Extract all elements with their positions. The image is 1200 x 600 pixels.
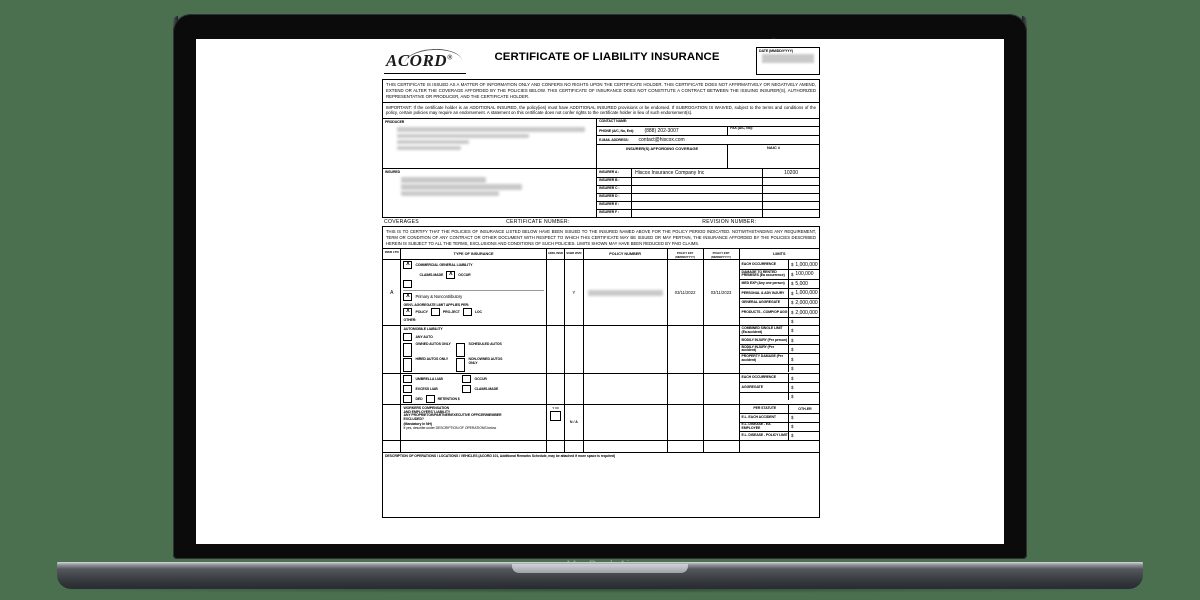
dollar-sign-icon: $: [790, 281, 794, 287]
phone-value: (888) 202-3007: [644, 128, 679, 135]
dollar-sign-icon: $: [790, 262, 794, 268]
auto-type-cell[interactable]: [401, 325, 546, 373]
header-type-of-insurance: TYPE OF INSURANCE: [401, 249, 546, 260]
umbrella-policy-eff[interactable]: [667, 373, 703, 404]
dollar-sign-icon: $: [790, 310, 794, 316]
dollar-sign-icon: $: [790, 393, 794, 399]
wc-per-statute: PER STATUTE: [753, 406, 777, 411]
auto-scheduled-label: SCHEDULED AUTOS: [468, 341, 502, 346]
umbrella-limit-row: [740, 393, 819, 400]
gl-addl-insd[interactable]: [546, 260, 564, 326]
wc-type-cell[interactable]: [401, 404, 546, 440]
blank-addl-insd[interactable]: [546, 440, 564, 452]
general-liability-row: [383, 260, 820, 326]
wc-question: ANY PROPRIETOR/PARTNER/EXECUTIVE OFFICER/MEMBER EXCLUDED?: [403, 412, 502, 421]
header-insr-ltr: INSR LTR: [383, 249, 401, 260]
gl-limit-name: GENERAL AGGREGATE: [741, 300, 781, 305]
umbrella-limits-cell: [739, 373, 819, 404]
insured-value-redacted: [401, 177, 486, 183]
producer-value-redacted: [397, 134, 529, 138]
gl-subr-wvd[interactable]: Y: [565, 260, 583, 326]
auto-title: AUTOMOBILE LIABILITY: [403, 326, 443, 331]
dollar-sign-icon: $: [790, 290, 794, 296]
blank-type-cell[interactable]: [401, 440, 546, 452]
wc-limit-name: E.L. EACH ACCIDENT: [741, 415, 776, 420]
fax-label: FAX (A/C, No):: [730, 126, 753, 131]
wc-limit-value-wrap[interactable]: [788, 432, 819, 440]
insurer-e-label: [597, 202, 632, 210]
blank-policy-number[interactable]: [583, 440, 667, 452]
auto-any-auto-checkbox[interactable]: [403, 333, 412, 341]
wc-yn-checkbox[interactable]: [550, 411, 561, 421]
blank-insr-ltr[interactable]: [383, 440, 401, 452]
gl-limit-row: [740, 260, 819, 270]
dollar-sign-icon: $: [790, 300, 794, 306]
wc-insr-ltr[interactable]: [383, 404, 401, 440]
wc-limit-value-wrap[interactable]: [788, 423, 819, 431]
auto-policy-eff[interactable]: [667, 325, 703, 373]
umbrella-limit-value-wrap[interactable]: [788, 374, 819, 383]
auto-limit-name: BODILY INJURY (Per person): [741, 337, 787, 342]
insurer-b-naic[interactable]: [763, 178, 820, 186]
gl-type-cell[interactable]: [401, 260, 546, 326]
insurer-f-name[interactable]: [632, 210, 763, 218]
auto-limit-row: [740, 326, 819, 337]
gl-limit-name: PERSONAL & ADV INJURY: [741, 290, 785, 295]
umbrella-type-cell[interactable]: [401, 373, 546, 404]
dollar-sign-icon: $: [790, 328, 794, 334]
blank-policy-row: [383, 440, 820, 452]
dollar-sign-icon: $: [790, 424, 794, 430]
gl-limit-value-wrap: [788, 318, 819, 325]
date-field[interactable]: [756, 47, 820, 75]
insurer-label-text: INSURER F :: [599, 210, 620, 215]
email-label: E-MAIL ADDRESS:: [599, 137, 629, 142]
umbrella-retention-label: RETENTION $: [437, 396, 460, 401]
insurer-label-text: INSURER A :: [599, 170, 620, 175]
auto-scheduled-checkbox[interactable]: [456, 343, 465, 357]
coverages-bar: [382, 218, 820, 226]
gl-occur-checkbox[interactable]: X: [446, 271, 455, 279]
gl-limit-row: [740, 289, 819, 299]
umbrella-retention-checkbox[interactable]: [426, 395, 435, 403]
header-policy-eff: POLICY EFF (MM/DD/YYYY): [667, 249, 703, 260]
gl-primary-checkbox[interactable]: X: [403, 293, 412, 301]
dollar-sign-icon: $: [790, 365, 794, 371]
insurer-c-naic[interactable]: [763, 186, 820, 194]
auto-limit-name: COMBINED SINGLE LIMIT (Ea accident): [741, 325, 783, 334]
blank-policy-eff[interactable]: [667, 440, 703, 452]
wc-other: OTH-ER: [788, 405, 819, 413]
insured-value-redacted: [401, 184, 522, 190]
gl-loc-checkbox[interactable]: [463, 308, 472, 316]
gl-policy-exp[interactable]: 03/11/2023: [703, 260, 739, 326]
umbrella-limit-value-wrap[interactable]: [788, 393, 819, 400]
gl-limit-name: EACH OCCURRENCE: [741, 261, 777, 266]
auto-liability-row: [383, 325, 820, 373]
email-value: contact@hiscox.com: [638, 137, 685, 144]
gl-limit-value-wrap: [788, 270, 819, 279]
naic-header: NAIC #: [728, 145, 820, 169]
dollar-sign-icon: $: [790, 375, 794, 381]
gl-policy-eff[interactable]: 03/11/2022: [667, 260, 703, 326]
insurer-label-text: INSURER B :: [599, 178, 620, 183]
insured-value-redacted: [401, 191, 499, 196]
umbrella-limit-row: [740, 374, 819, 384]
dollar-sign-icon: $: [790, 385, 794, 391]
dollar-sign-icon: $: [790, 337, 794, 343]
auto-limits-cell: [739, 325, 819, 373]
wc-policy-exp[interactable]: [703, 404, 739, 440]
insured-label: INSURED: [385, 170, 401, 175]
insurers-table: [382, 168, 820, 218]
disclaimer-paragraph-1: THIS CERTIFICATE IS ISSUED AS A MATTER OF INFORMATION ONLY AND CONFERS NO RIGHTS UPON THE CERTIFICATE HOLDER. THIS CERTIFICATE DOES NOT AFFIRMATIVELY OR NEGATIVELY AMEND, EXTEND OR ALTER THE COVERAGE AFFORDED BY THE POLICIES BELOW. THIS CERTIFICATE OF INSURANCE DOES NOT CONSTITUTE A CONTRACT BETWEEN THE ISSUING INSURER(S), AUTHORIZED REPRESENTATIVE OR PRODUCER, AND THE CERTIFICATE HOLDER.: [382, 79, 820, 102]
auto-policy-number[interactable]: [583, 325, 667, 373]
auto-owned-label: OWNED AUTOS ONLY: [415, 341, 451, 346]
insured-cell[interactable]: [383, 169, 597, 218]
umbrella-liab-label: UMBRELLA LIAB: [415, 376, 443, 381]
insurer-f-naic[interactable]: [763, 210, 820, 218]
insurer-c-label: [597, 186, 632, 194]
header-policy-number: POLICY NUMBER: [583, 249, 667, 260]
gl-limit-value: 2,000,000: [795, 299, 818, 306]
producer-value-redacted: [397, 140, 469, 144]
gl-policy-label: POLICY: [415, 310, 428, 315]
auto-hired-label: HIRED AUTOS ONLY: [415, 356, 449, 361]
contact-name-label: CONTACT NAME:: [599, 118, 628, 123]
description-of-operations[interactable]: [382, 453, 820, 518]
header-addl-insd: ADDL INSD: [546, 249, 564, 260]
auto-limit-value-wrap[interactable]: [788, 326, 819, 336]
auto-insr-ltr[interactable]: [383, 325, 401, 373]
wc-limits-cell: [739, 404, 819, 440]
gl-occur-label: OCCUR: [458, 273, 471, 278]
dollar-sign-icon: $: [790, 433, 794, 439]
producer-value-redacted: [397, 127, 585, 132]
registered-mark-icon: ®: [447, 53, 453, 62]
gl-limit-value: 5,000: [795, 280, 808, 287]
producer-value-redacted: [397, 146, 461, 150]
dollar-sign-icon: $: [790, 415, 794, 421]
gl-limit-value: 1,000,000: [795, 261, 818, 268]
umbrella-liab-checkbox[interactable]: [403, 375, 412, 383]
gl-insr-ltr: A: [383, 260, 401, 326]
gl-claims-made-label: CLAIMS-MADE: [419, 273, 444, 278]
fax-cell[interactable]: [728, 127, 820, 136]
acord-document[interactable]: [196, 39, 1004, 544]
auto-limit-value-wrap[interactable]: [788, 354, 819, 364]
insurer-e-name[interactable]: [632, 202, 763, 210]
auto-subr-wvd[interactable]: [565, 325, 583, 373]
gl-limit-value-wrap: [788, 260, 819, 269]
laptop-screen[interactable]: [196, 39, 1004, 544]
gl-limits-cell: [739, 260, 819, 326]
wc-limit-row: [740, 423, 819, 432]
workers-comp-row: [383, 404, 820, 440]
insurer-b-label: [597, 178, 632, 186]
description-label: DESCRIPTION OF OPERATIONS / LOCATIONS / VEHICLES (ACORD 101, Additional Remarks Schedule, may be attached if more space is required): [385, 453, 616, 458]
wc-limit-name: E.L. DISEASE - POLICY LIMIT: [741, 433, 788, 438]
wc-title-2: AND EMPLOYERS' LIABILITY: [403, 409, 451, 414]
insurer-a-label: [597, 169, 632, 178]
umbrella-row: [383, 373, 820, 404]
gl-limit-row: [740, 270, 819, 280]
wc-policy-number[interactable]: [583, 404, 667, 440]
insurers-affording-header: INSURER(S) AFFORDING COVERAGE: [597, 145, 728, 169]
gl-limit-value-wrap: [788, 299, 819, 308]
document-page: [382, 45, 820, 538]
gl-limit-name: DAMAGE TO RENTED PREMISES (Ea occurrence): [741, 269, 785, 278]
header-policy-exp: POLICY EXP (MM/DD/YYYY): [703, 249, 739, 260]
certificate-number-label: CERTIFICATE NUMBER:: [506, 219, 570, 226]
umbrella-occur-checkbox[interactable]: [462, 375, 471, 383]
header-limits: LIMITS: [739, 249, 819, 260]
page-title: CERTIFICATE OF LIABILITY INSURANCE: [494, 51, 720, 63]
insurer-a-name: Hiscox Insurance Company Inc: [632, 169, 763, 178]
blank-limits-cell[interactable]: [739, 440, 819, 452]
gl-limit-name: MED EXP (Any one person): [741, 280, 785, 285]
insurer-label-text: INSURER E :: [599, 202, 620, 207]
gl-limit-value-wrap: [788, 308, 819, 317]
gl-limit-name: PRODUCTS - COMP/OP AGG: [741, 309, 788, 314]
wc-yn-cell[interactable]: [546, 404, 564, 440]
insurer-d-label: [597, 194, 632, 202]
phone-cell[interactable]: [597, 127, 728, 136]
gl-project-label: PRO-JECT: [442, 309, 460, 314]
auto-nonowned-checkbox[interactable]: [456, 358, 465, 372]
umbrella-policy-exp[interactable]: [703, 373, 739, 404]
wc-mandatory: (Mandatory in NH): [403, 421, 432, 426]
wc-limit-name: E.L. DISEASE - EA EMPLOYEE: [741, 422, 771, 430]
umbrella-addl-insd[interactable]: [546, 373, 564, 404]
dollar-sign-icon: $: [790, 346, 794, 352]
auto-limit-value-wrap[interactable]: [788, 336, 819, 344]
gl-loc-label: LOC: [474, 310, 482, 315]
auto-limit-row: [740, 345, 819, 354]
umbrella-claims-made-checkbox[interactable]: [462, 385, 471, 393]
policy-table-header-row: [383, 249, 820, 260]
auto-limit-row: [740, 354, 819, 365]
auto-nonowned-label: NON-OWNED AUTOS ONLY: [468, 356, 503, 365]
auto-owned-checkbox[interactable]: [403, 343, 412, 357]
insurer-label-text: INSURER C :: [599, 186, 620, 191]
gl-policy-number[interactable]: [583, 260, 667, 326]
email-cell[interactable]: [597, 136, 820, 145]
auto-limit-name: BODILY INJURY (Per accident): [741, 344, 774, 353]
auto-addl-insd[interactable]: [546, 325, 564, 373]
producer-cell[interactable]: [383, 119, 597, 169]
gl-limit-value-wrap: [788, 280, 819, 289]
wc-policy-eff[interactable]: [667, 404, 703, 440]
coverages-label: COVERAGES: [384, 219, 419, 226]
disclaimer-paragraph-2: IMPORTANT: If the certificate holder is an ADDITIONAL INSURED, the policy(ies) must have ADDITIONAL INSURED provisions or be endorsed. If SUBROGATION IS WAIVED, subject to the terms and conditions of the policy, certain policies may require an endorsement. A statement on this certificate does not confer rights to the certificate holder in lieu of such endorsement(s).: [382, 102, 820, 120]
gl-other-label: OTHER:: [403, 318, 417, 323]
insured-and-insurer-a-row: [383, 169, 820, 178]
umbrella-subr-wvd[interactable]: [565, 373, 583, 404]
wc-statute-row: [740, 405, 819, 414]
insurer-a-naic: 10200: [763, 169, 820, 178]
acord-logo-text: ACORD: [386, 51, 448, 70]
excess-liab-label: EXCESS LIAB: [415, 386, 438, 391]
umbrella-policy-number[interactable]: [583, 373, 667, 404]
wc-limit-value-wrap[interactable]: [788, 414, 819, 422]
wc-limit-row: [740, 432, 819, 440]
laptop-base-notch: [512, 564, 688, 573]
insurer-d-naic[interactable]: [763, 194, 820, 202]
gl-commercial-checkbox[interactable]: X: [403, 261, 412, 269]
date-value-redacted: [762, 54, 814, 63]
wc-na[interactable]: N / A: [565, 404, 583, 440]
auto-limit-name: PROPERTY DAMAGE (Per accident): [741, 354, 784, 363]
contact-name-cell[interactable]: [597, 119, 820, 127]
phone-label: PHONE (A/C, No, Ext):: [599, 128, 634, 133]
auto-hired-checkbox[interactable]: [403, 358, 412, 372]
gl-limit-value: 100,000: [795, 271, 814, 278]
auto-limit-value-wrap[interactable]: [788, 345, 819, 353]
dollar-sign-icon: $: [790, 271, 794, 277]
umbrella-ded-checkbox[interactable]: [403, 395, 412, 403]
dollar-sign-icon: $: [790, 356, 794, 362]
auto-policy-exp[interactable]: [703, 325, 739, 373]
umbrella-claims-made-label: CLAIMS-MADE: [474, 386, 499, 391]
umbrella-limit-name: EACH OCCURRENCE: [741, 375, 777, 380]
date-label: DATE (MM/DD/YYYY): [759, 49, 793, 53]
excess-liab-checkbox[interactable]: [403, 385, 412, 393]
gl-limit-value-wrap: [788, 289, 819, 298]
policy-table: [382, 248, 820, 453]
gl-project-checkbox[interactable]: [431, 308, 440, 316]
auto-limit-row: [740, 365, 819, 372]
header-subr-wvd: SUBR WVD: [565, 249, 583, 260]
umbrella-occur-label: OCCUR: [474, 376, 487, 381]
wc-describe: If yes, describe under DESCRIPTION OF OPERATIONS below: [403, 425, 497, 430]
insurer-c-name[interactable]: [632, 186, 763, 194]
gl-policy-number-redacted: [588, 290, 663, 296]
blank-subr-wvd[interactable]: [565, 440, 583, 452]
insurer-f-label: [597, 210, 632, 218]
producer-contact-table: [382, 118, 820, 169]
insurer-d-name[interactable]: [632, 194, 763, 202]
auto-limit-value-wrap[interactable]: [788, 365, 819, 372]
umbrella-limit-value-wrap[interactable]: [788, 383, 819, 392]
blank-policy-exp[interactable]: [703, 440, 739, 452]
gl-blank-checkbox[interactable]: [403, 280, 412, 288]
insurer-e-naic[interactable]: [763, 202, 820, 210]
gl-aggregate-note: GEN'L AGGREGATE LIMIT APPLIES PER:: [403, 302, 469, 307]
gl-limit-row: [740, 299, 819, 309]
umbrella-insr-ltr[interactable]: [383, 373, 401, 404]
logo-underline: [384, 73, 466, 74]
wc-title-1: WORKERS COMPENSATION: [403, 405, 450, 410]
document-header: [382, 45, 820, 79]
umbrella-limit-row: [740, 383, 819, 393]
umbrella-ded-label: DED: [415, 396, 423, 401]
gl-commercial-label: COMMERCIAL GENERAL LIABILITY: [415, 263, 473, 268]
gl-policy-checkbox[interactable]: X: [403, 308, 412, 316]
revision-number-label: REVISION NUMBER:: [702, 219, 757, 226]
gl-limit-value: 2,000,000: [795, 309, 818, 316]
dollar-sign-icon: $: [790, 318, 794, 324]
insurer-b-name[interactable]: [632, 178, 763, 186]
gl-limit-row: [740, 318, 819, 325]
producer-label: PRODUCER: [385, 120, 405, 125]
wc-yn-label: Y / N: [552, 405, 559, 410]
gl-limit-value: 1,000,000: [795, 290, 818, 297]
gl-primary-label: Primary & Noncontributory: [415, 294, 463, 300]
insurer-label-text: INSURER D :: [599, 194, 620, 199]
certify-paragraph: THIS IS TO CERTIFY THAT THE POLICIES OF INSURANCE LISTED BELOW HAVE BEEN ISSUED TO THE INSURED NAMED ABOVE FOR THE POLICY PERIOD INDICATED. NOTWITHSTANDING ANY REQUIREMENT, TERM OR CONDITION OF ANY CONTRACT OR OTHER DOCUMENT WITH RESPECT TO WHICH THIS CERTIFICATE MAY BE ISSUED OR MAY PERTAIN, THE INSURANCE AFFORDED BY THE POLICIES DESCRIBED HEREIN IS SUBJECT TO ALL THE TERMS, EXCLUSIONS AND CONDITIONS OF SUCH POLICIES. LIMITS SHOWN MAY HAVE BEEN REDUCED BY PAID CLAIMS.: [382, 226, 820, 249]
gl-limit-row: [740, 280, 819, 290]
umbrella-limit-name: AGGREGATE: [741, 384, 763, 389]
gl-limit-row: [740, 308, 819, 318]
auto-any-auto-label: ANY AUTO: [415, 334, 433, 339]
